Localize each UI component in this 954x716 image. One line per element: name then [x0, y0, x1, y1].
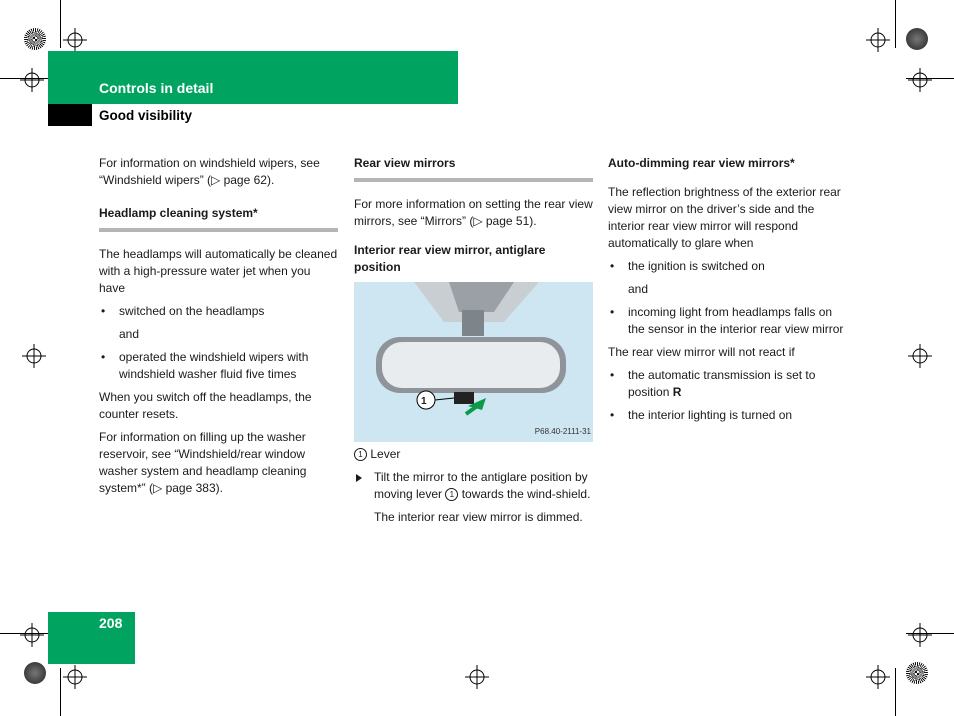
headlamp-heading: Headlamp cleaning system*: [99, 206, 258, 220]
interior-mirror-subheading: Interior rear view mirror, antiglare position: [354, 243, 546, 274]
paragraph: When you switch off the headlamps, the counter resets.: [99, 390, 312, 421]
step-arrow-icon: [356, 474, 362, 482]
intro-text: For information on windshield wipers, see “Windshield wipers” (▷ page 62).: [99, 156, 320, 187]
subsection-title: Good visibility: [99, 108, 193, 123]
auto-dimming-heading: Auto-dimming rear view mirrors*: [608, 156, 795, 170]
paragraph: The rear view mirror will not react if: [608, 345, 795, 359]
registration-mark: [24, 662, 46, 684]
heading-rule: [354, 178, 593, 182]
instruction-step: Tilt the mirror to the antiglare position by moving lever 1 towards the wind-shield.: [354, 469, 593, 503]
column-1: [99, 155, 338, 503]
crosshair-mark: [20, 623, 44, 647]
mirror-illustration: [354, 282, 593, 442]
registration-mark: [24, 28, 46, 50]
crosshair-mark: [908, 623, 932, 647]
paragraph: For more information on setting the rear view mirrors, see “Mirrors” (▷ page 51).: [354, 197, 593, 228]
paragraph: The headlamps will automatically be cleaned with a high-pressure water jet when you have: [99, 247, 338, 295]
bullet-item: • the automatic transmission is set to position R: [608, 367, 848, 401]
registration-mark: [906, 28, 928, 50]
step-number: 1: [445, 488, 458, 501]
crosshair-mark: [465, 665, 489, 689]
bullet-item: • operated the windshield wipers with windshield washer fluid five times: [99, 349, 338, 383]
paragraph: For information on filling up the washer reservoir, see “Windshield/rear window washer system and headlamp cleaning system*” (▷ page 383).: [99, 430, 307, 495]
paragraph: The reflection brightness of the exterior rear view mirror on the driver’s side and the interior rear view mirror will respond automatically to glare when: [608, 185, 841, 250]
crosshair-mark: [63, 665, 87, 689]
page-number: 208: [99, 615, 123, 631]
registration-mark: [906, 662, 928, 684]
column-2: [354, 155, 593, 532]
bullet-item: • incoming light from headlamps falls on the sensor in the interior rear view mirror: [608, 304, 848, 338]
crosshair-mark: [866, 28, 890, 52]
and-text: and: [119, 327, 140, 341]
crosshair-mark: [908, 68, 932, 92]
rear-view-mirrors-heading: Rear view mirrors: [354, 156, 456, 170]
mirror-figure: [354, 282, 593, 442]
column-3: [608, 155, 848, 430]
crosshair-mark: [22, 344, 46, 368]
figure-code: P68.40-2111-31: [534, 427, 591, 436]
crosshair-mark: [908, 344, 932, 368]
section-title: Controls in detail: [99, 80, 214, 96]
legend-number: 1: [354, 448, 367, 461]
crosshair-mark: [20, 68, 44, 92]
crosshair-mark: [866, 665, 890, 689]
bullet-item: • switched on the headlamps: [99, 303, 338, 320]
heading-rule: [99, 228, 338, 232]
and-text: and: [628, 282, 649, 296]
figure-callout: 1: [421, 396, 427, 407]
crosshair-mark: [63, 28, 87, 52]
bullet-item: • the interior lighting is turned on: [608, 407, 848, 424]
result-text: The interior rear view mirror is dimmed.: [374, 510, 583, 524]
header-band: [48, 51, 458, 104]
figure-legend: 1 Lever: [354, 446, 593, 463]
bullet-item: • the ignition is switched on: [608, 258, 848, 275]
subsection-tab: [48, 104, 92, 126]
